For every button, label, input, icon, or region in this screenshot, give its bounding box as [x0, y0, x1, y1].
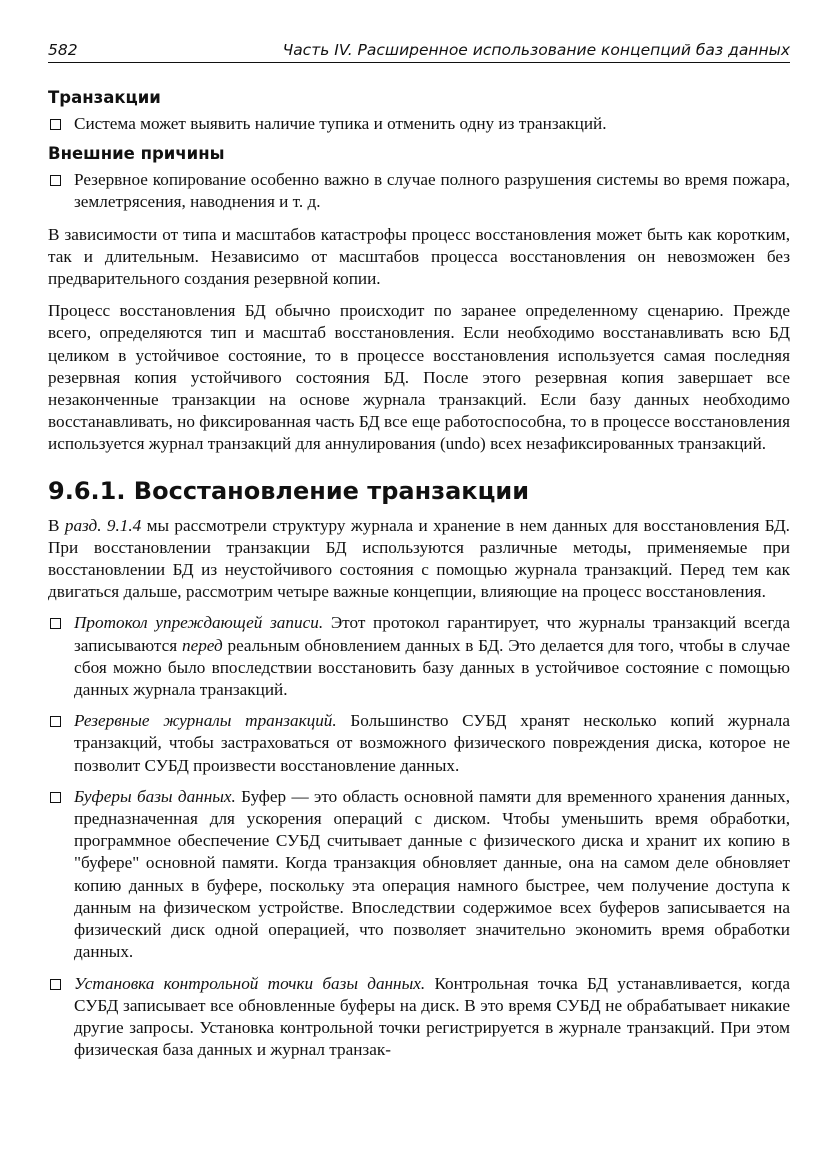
concept-term: Резервные журналы транзакций.: [74, 711, 337, 731]
section-intro-paragraph: [48, 515, 790, 604]
concept-term: Протокол упреждающей записи.: [74, 613, 324, 633]
subheading-transactions: Транзакции: [48, 88, 161, 107]
concept-text: Большинство СУБД хранят несколько копий журнала транзакций, чтобы застраховаться от возможного физического повреждения диска, которое не позволит СУБД произвести восстановление данных.: [74, 711, 790, 775]
concept-item-buffers: [48, 786, 790, 964]
emphasis-text: перед: [181, 635, 223, 655]
concept-text: Буфер — это область основной памяти для временного хранения данных, предназначенная для ускорения операций с диском. Чтобы уменьшить время обработки, программное обеспечение СУБД считывает данные с физического диска и хранит их копию в "буфере" основной памяти. Когда транзакция обновляет данные, она на самом деле обновляет копию данных в буфере, поскольку эта операция намного быстрее, чем получение доступа к данным на физическом устройстве. Впоследствии содержимое всех буферов записывается на физический диск одной операцией, что позволяет значительно экономить время обработки данных.: [74, 786, 790, 962]
list-item: [48, 169, 790, 213]
list-item-text: Система может выявить наличие тупика и отменить одну из транзакций.: [74, 114, 607, 133]
paragraph: Процесс восстановления БД обычно происходит по заранее определенному сценарию. Прежде всего, определяются тип и масштаб восстановления. Если необходимо восстанавливать всю БД целиком в устойчивое состояние, то в процессе восстановления используется самая последняя резервная копия устойчивого состояния БД. После этого резервная копия завершает все незаконченные транзакции на основе журнала транзакций. Если базу данных необходимо восстанавливать, но фиксированная часть БД все еще работоспособна, то в процессе восстановления используется журнал транзакций для аннулирования (undo) всех незафиксированных транзакций.: [48, 301, 790, 454]
page-content: [48, 87, 790, 1061]
list-item-text: Резервное копирование особенно важно в случае полного разрушения системы во время пожара, землетрясения, наводнения и т. д.: [74, 170, 790, 212]
intro-text: мы рассмотрели структуру журнала и хранение в нем данных для восстановления БД. При восстановлении транзакции БД используются различные методы, применяемые при восстановлении БД из неустойчивого состояния с помощью журнала транзакций. Перед тем как двигаться дальше, рассмотрим четыре важные концепции, влияющие на процесс восстановления.: [48, 515, 790, 602]
running-title: Часть IV. Расширенное использование концепций баз данных: [282, 41, 790, 59]
concept-text: Этот протокол гарантирует, что журналы транзакций всегда записываются: [74, 613, 790, 655]
concept-item-redundant-logs: [48, 710, 790, 777]
concept-item-checkpoint: [48, 973, 790, 1062]
checkbox-bullet-icon: [50, 175, 61, 186]
checkbox-bullet-icon: [50, 618, 61, 629]
concept-term: Буферы базы данных.: [74, 786, 236, 806]
concept-text: реальным обновлением данных в БД. Это делается для того, чтобы в случае сбоя можно было впоследствии восстановить базу данных в устойчивое состояние с помощью данных журнала транзакций.: [74, 635, 790, 700]
concept-text: Контрольная точка БД устанавливается, когда СУБД записывает все обновленные буферы на диск. В это время СУБД не обрабатывает никакие другие запросы. Установка контрольной точки регистрируется в журнале транзакций. При этом физическая база данных и журнал транзак-: [74, 973, 790, 1060]
paragraph: В зависимости от типа и масштабов катастрофы процесс восстановления может быть как коротким, так и длительным. Независимо от масштабов процесса восстановления он невозможен без предварительного создания резервной копии.: [48, 224, 790, 289]
checkbox-bullet-icon: [50, 119, 61, 130]
concept-item-write-ahead: [48, 612, 790, 701]
running-header: [48, 40, 790, 63]
list-item: [48, 113, 790, 135]
concept-term: Установка контрольной точки базы данных.: [74, 973, 426, 993]
section-heading: 9.6.1. Восстановление транзакции: [48, 476, 530, 505]
section-reference: разд. 9.1.4: [64, 515, 142, 535]
subheading-external-causes: Внешние причины: [48, 144, 225, 164]
checkbox-bullet-icon: [50, 716, 61, 727]
intro-prefix: В: [48, 515, 65, 535]
checkbox-bullet-icon: [50, 979, 61, 990]
checkbox-bullet-icon: [50, 792, 61, 803]
page-number: 582: [48, 41, 78, 59]
